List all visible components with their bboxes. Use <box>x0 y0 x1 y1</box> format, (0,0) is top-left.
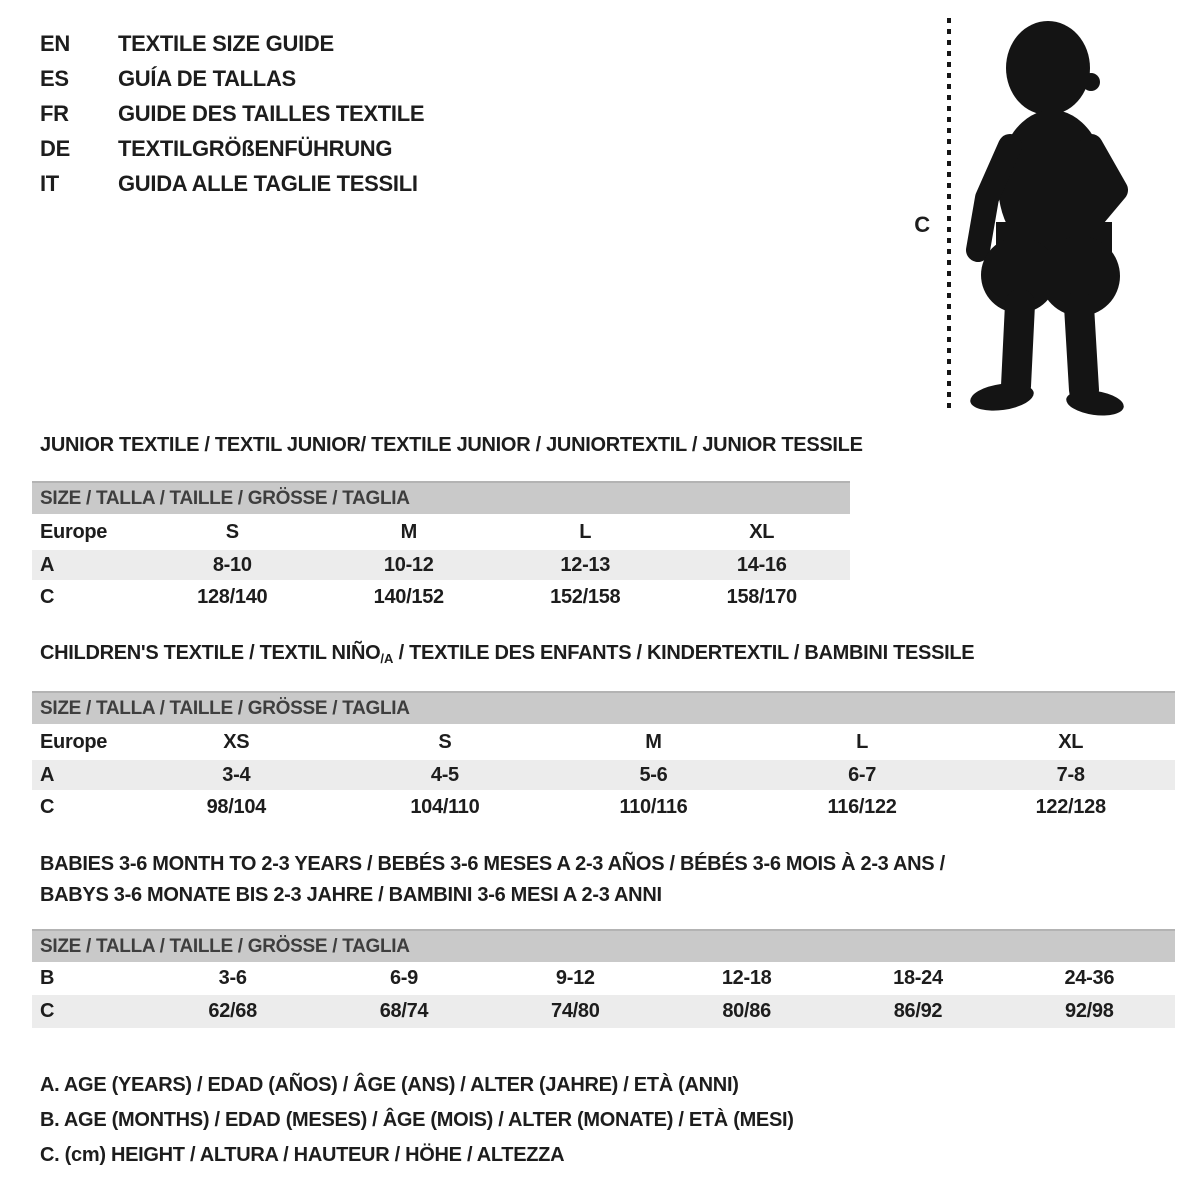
height-cell: 80/86 <box>661 995 832 1028</box>
row-label: B <box>32 962 147 995</box>
size-cell: L <box>758 724 967 760</box>
guide-title-fr: GUIDE DES TAILLES TEXTILE <box>118 100 425 126</box>
language-code: ES <box>40 65 69 91</box>
language-row-en <box>40 26 424 61</box>
row-label: A <box>32 550 144 580</box>
heading-babies-line2: BABYS 3-6 MONATE BIS 2-3 JAHRE / BAMBINI 3-6 MESI A 2-3 ANNI <box>40 884 662 906</box>
height-cell: 140/152 <box>321 580 498 614</box>
height-cell: 104/110 <box>341 790 550 824</box>
guide-title-it: GUIDA ALLE TAGLIE TESSILI <box>118 170 418 196</box>
table-row-height <box>32 580 850 614</box>
height-cell: 110/116 <box>549 790 758 824</box>
guide-title-es: GUÍA DE TALLAS <box>118 65 296 91</box>
age-cell: 8-10 <box>144 550 321 580</box>
size-cell: XL <box>966 724 1175 760</box>
section-heading-junior: JUNIOR TEXTILE / TEXTIL JUNIOR/ TEXTILE JUNIOR / JUNIORTEXTIL / JUNIOR TESSILE <box>40 434 863 456</box>
language-code: EN <box>40 30 70 56</box>
language-row-de <box>40 131 424 166</box>
height-cell: 116/122 <box>758 790 967 824</box>
age-cell: 14-16 <box>674 550 851 580</box>
babies-size-table <box>32 929 1175 1028</box>
language-title-list <box>40 26 424 201</box>
age-cell: 12-13 <box>497 550 674 580</box>
size-band-label: SIZE / TALLA / TAILLE / GRÖSSE / TAGLIA <box>32 692 1175 724</box>
size-cell: M <box>321 514 498 550</box>
height-cell: 86/92 <box>832 995 1003 1028</box>
height-cell: 152/158 <box>497 580 674 614</box>
height-cell: 92/98 <box>1004 995 1175 1028</box>
toddler-silhouette-icon <box>958 16 1144 418</box>
heading-children-post: / TEXTILE DES ENFANTS / KINDERTEXTIL / BAMBINI TESSILE <box>393 642 975 664</box>
size-cell: L <box>497 514 674 550</box>
size-band-row <box>32 692 1175 724</box>
size-cell: S <box>144 514 321 550</box>
row-label: C <box>32 580 144 614</box>
section-heading-children <box>40 642 974 666</box>
language-code: IT <box>40 170 59 196</box>
age-cell: 4-5 <box>341 760 550 790</box>
language-code: FR <box>40 100 69 126</box>
height-cell: 128/140 <box>144 580 321 614</box>
size-band-label: SIZE / TALLA / TAILLE / GRÖSSE / TAGLIA <box>32 482 850 514</box>
language-code: DE <box>40 135 70 161</box>
height-cell: 68/74 <box>318 995 489 1028</box>
heading-children-subscript: /A <box>380 651 394 666</box>
legend-age-years: A. AGE (YEARS) / EDAD (AÑOS) / ÂGE (ANS) / ALTER (JAHRE) / ETÀ (ANNI) <box>40 1074 739 1096</box>
age-cell: 6-7 <box>758 760 967 790</box>
size-band-row <box>32 930 1175 962</box>
guide-title-en: TEXTILE SIZE GUIDE <box>118 30 334 56</box>
language-row-it <box>40 166 424 201</box>
table-row-height <box>32 995 1175 1028</box>
height-cell: 62/68 <box>147 995 318 1028</box>
size-band-label: SIZE / TALLA / TAILLE / GRÖSSE / TAGLIA <box>32 930 1175 962</box>
legend-height-cm: C. (cm) HEIGHT / ALTURA / HAUTEUR / HÖHE / ALTEZZA <box>40 1144 565 1166</box>
section-heading-babies <box>40 849 945 911</box>
size-cell: S <box>341 724 550 760</box>
height-cell: 74/80 <box>490 995 661 1028</box>
row-label: C <box>32 790 132 824</box>
table-row-months <box>32 962 1175 995</box>
legend-age-months: B. AGE (MONTHS) / EDAD (MESES) / ÂGE (MOIS) / ALTER (MONATE) / ETÀ (MESI) <box>40 1109 794 1131</box>
row-label: C <box>32 995 147 1028</box>
months-cell: 3-6 <box>147 962 318 995</box>
size-cell: XS <box>132 724 341 760</box>
measure-legend <box>40 1068 794 1173</box>
height-cell: 122/128 <box>966 790 1175 824</box>
guide-title-de: TEXTILGRÖßENFÜHRUNG <box>118 135 393 161</box>
row-label: Europe <box>32 724 132 760</box>
table-row-height <box>32 790 1175 824</box>
junior-size-table <box>32 481 850 614</box>
size-cell: XL <box>674 514 851 550</box>
language-row-fr <box>40 96 424 131</box>
months-cell: 9-12 <box>490 962 661 995</box>
heading-children-pre: CHILDREN'S TEXTILE / TEXTIL NIÑO <box>40 642 381 664</box>
months-cell: 6-9 <box>318 962 489 995</box>
height-dashed-line <box>947 18 951 414</box>
table-row-europe <box>32 514 850 550</box>
table-row-europe <box>32 724 1175 760</box>
height-measure-label: C <box>914 212 930 237</box>
size-cell: M <box>549 724 758 760</box>
row-label: Europe <box>32 514 144 550</box>
children-size-table <box>32 691 1175 824</box>
months-cell: 12-18 <box>661 962 832 995</box>
age-cell: 5-6 <box>549 760 758 790</box>
row-label: A <box>32 760 132 790</box>
table-row-age <box>32 760 1175 790</box>
age-cell: 3-4 <box>132 760 341 790</box>
age-cell: 10-12 <box>321 550 498 580</box>
height-cell: 98/104 <box>132 790 341 824</box>
months-cell: 24-36 <box>1004 962 1175 995</box>
age-cell: 7-8 <box>966 760 1175 790</box>
height-cell: 158/170 <box>674 580 851 614</box>
size-band-row <box>32 482 850 514</box>
language-row-es <box>40 61 424 96</box>
months-cell: 18-24 <box>832 962 1003 995</box>
table-row-age <box>32 550 850 580</box>
heading-babies-line1: BABIES 3-6 MONTH TO 2-3 YEARS / BEBÉS 3-6 MESES A 2-3 AÑOS / BÉBÉS 3-6 MOIS À 2-3 ANS / <box>40 853 945 875</box>
